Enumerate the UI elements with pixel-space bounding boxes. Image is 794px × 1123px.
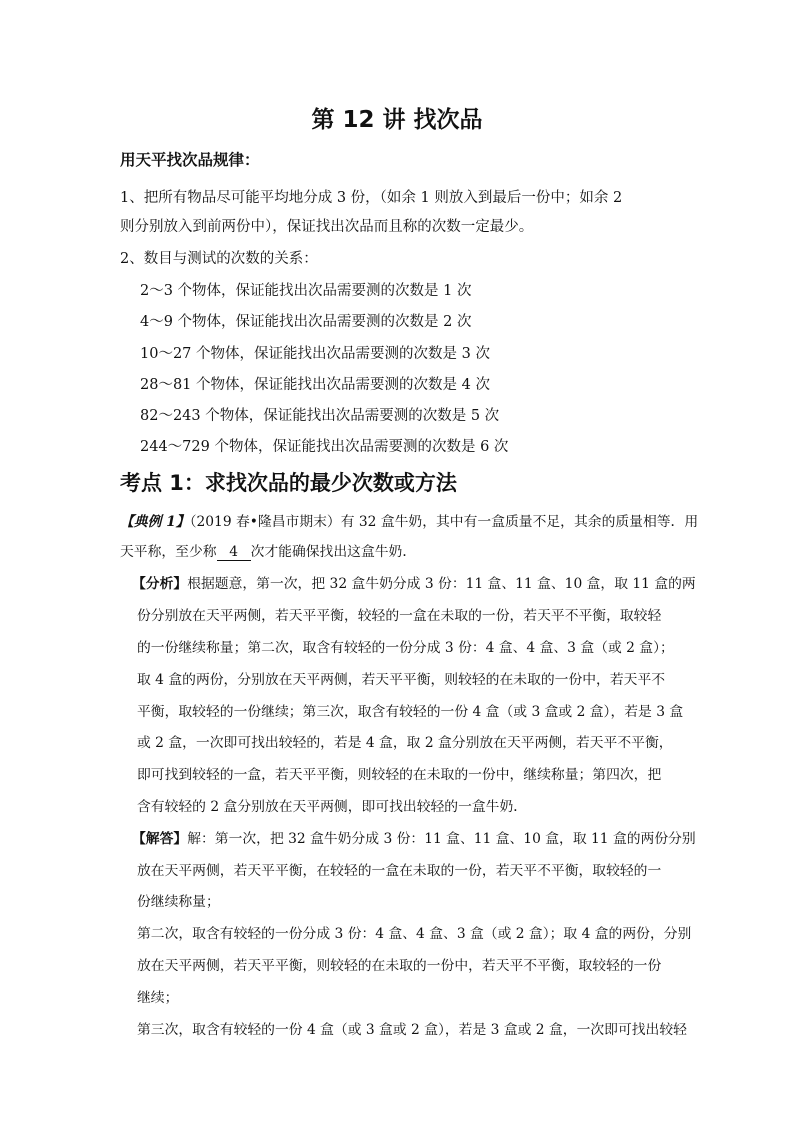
count-line: 244～729 个物体，保证能找出次品需要测的次数是 6 次 — [140, 439, 509, 455]
analysis-line: 取 4 盒的两份，分别放在天平两侧，若天平平衡，则较轻的在未取的一份中，若天平不 — [137, 672, 666, 688]
analysis-line: 平衡，取较轻的一份继续；第三次，取含有较轻的一份 4 盒（或 3 盒或 2 盒），若是 3 盒 — [137, 704, 684, 720]
example-line — [120, 510, 698, 530]
solution-tag: 【解答】 — [132, 831, 188, 847]
analysis-line: 即可找到较轻的一盒，若天平平衡，则较轻的在未取的一份中，继续称量；第四次，把 — [137, 767, 662, 783]
analysis-line: 份分别放在天平两侧，若天平平衡，较轻的一盒在未取的一份，若天平不平衡，取较轻 — [137, 608, 662, 624]
kaodian-heading: 考点 1：求找次品的最少次数或方法 — [120, 471, 457, 495]
solution-line: 第三次，取含有较轻的一份 4 盒（或 3 盒或 2 盒），若是 3 盒或 2 盒，一次即可找出较轻 — [137, 1022, 687, 1038]
count-line: 28～81 个物体，保证能找出次品需要测的次数是 4 次 — [140, 377, 490, 393]
lesson-title: 第 12 讲 找次品 — [311, 107, 483, 133]
rule-line: 2、数目与测试的次数的关系： — [120, 251, 318, 267]
solution-line — [132, 827, 696, 847]
rule-line: 1、把所有物品尽可能平均地分成 3 份，（如余 1 则放入到最后一份中；如余 2 — [120, 190, 623, 206]
analysis-line — [132, 572, 696, 592]
solution-line: 放在天平两侧，若天平平衡，则较轻的在未取的一份中，若天平不平衡，取较轻的一份 — [137, 958, 662, 974]
solution-line: 继续； — [137, 990, 179, 1006]
analysis-tag: 【分析】 — [132, 576, 188, 592]
analysis-line: 的一份继续称量；第二次，取含有较轻的一份分成 3 份：4 盒、4 盒、3 盒（或 2 盒）； — [137, 640, 674, 656]
example-text: （2019 春•隆昌市期末）有 32 盒牛奶，其中有一盒质量不足，其余的质量相等．用 — [189, 514, 699, 530]
example-text: 天平称，至少称 — [120, 544, 217, 560]
example-line — [120, 540, 416, 561]
answer-blank: 4 — [217, 544, 251, 561]
rule-line: 则分别放入到前两份中），保证找出次品而且称的次数一定最少。 — [120, 219, 534, 235]
example-text: 次才能确保找出这盒牛奶． — [250, 544, 417, 560]
count-line: 82～243 个物体，保证能找出次品需要测的次数是 5 次 — [140, 408, 500, 424]
analysis-line: 含有较轻的 2 盒分别放在天平两侧，即可找出较轻的一盒牛奶． — [137, 799, 528, 815]
rule-heading: 用天平找次品规律： — [120, 151, 260, 169]
count-line: 10～27 个物体，保证能找出次品需要测的次数是 3 次 — [140, 346, 490, 362]
analysis-line: 或 2 盒，一次即可找出较轻的，若是 4 盒，取 2 盒分别放在天平两侧，若天平不平衡， — [137, 735, 673, 751]
solution-line: 第二次，取含有较轻的一份分成 3 份：4 盒、4 盒、3 盒（或 2 盒）；取 4 盒的两份，分别 — [137, 926, 692, 942]
count-line: 2～3 个物体，保证能找出次品需要测的次数是 1 次 — [140, 283, 472, 299]
count-line: 4～9 个物体，保证能找出次品需要测的次数是 2 次 — [140, 314, 472, 330]
example-tag: 【典例 1】 — [120, 514, 190, 530]
analysis-text: 根据题意，第一次，把 32 盒牛奶分成 3 份：11 盒、11 盒、10 盒，取 11 盒的两 — [187, 576, 696, 592]
solution-text: 解：第一次，把 32 盒牛奶分成 3 份：11 盒、11 盒、10 盒，取 11 盒的两份分别 — [187, 831, 696, 847]
solution-line: 放在天平两侧，若天平平衡，在较轻的一盒在未取的一份，若天平不平衡，取较轻的一 — [137, 863, 662, 879]
solution-line: 份继续称量； — [137, 894, 220, 910]
